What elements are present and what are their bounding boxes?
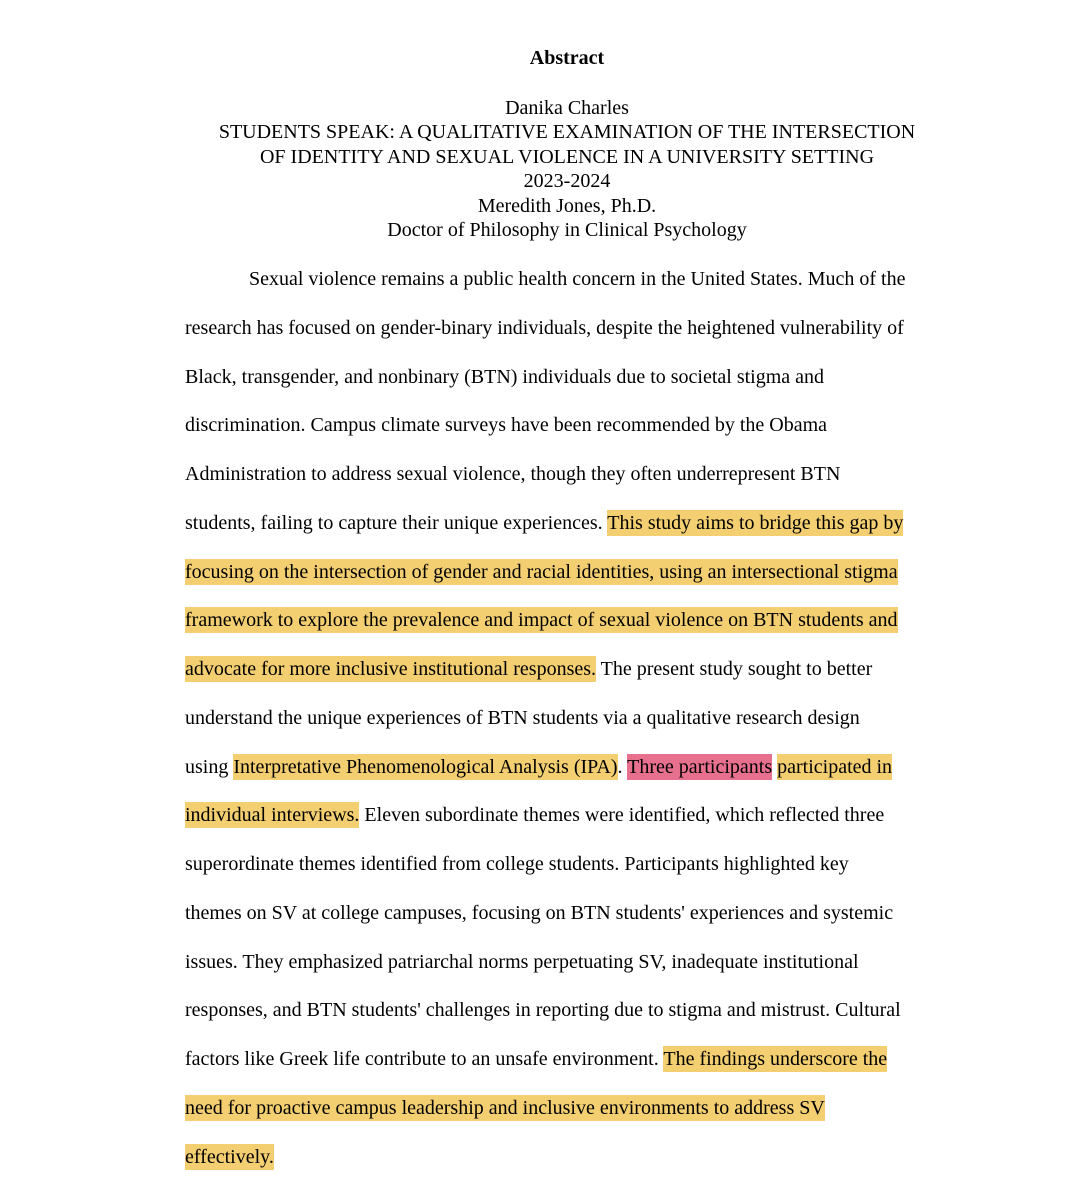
abstract-line <box>185 654 905 703</box>
text-segment: . <box>617 755 628 778</box>
highlighted-text-yellow: focusing on the intersection of gender and racial identities, using an intersectional stigma <box>185 560 898 583</box>
abstract-line <box>185 752 905 801</box>
degree: Doctor of Philosophy in Clinical Psychology <box>387 219 747 242</box>
text-segment: Administration to address sexual violence, though they often underrepresent BTN <box>185 463 841 485</box>
abstract-line <box>185 605 905 654</box>
highlighted-text-yellow: Interpretative Phenomenological Analysis (IPA) <box>233 755 618 778</box>
abstract-line <box>185 1044 905 1093</box>
abstract-line <box>185 1142 905 1191</box>
text-segment: Black, transgender, and nonbinary (BTN) individuals due to societal stigma and <box>185 365 825 388</box>
text-segment: Eleven subordinate themes were identified, which reflected three <box>359 804 885 827</box>
highlighted-text-pink: Three participants <box>627 755 773 778</box>
text-segment: responses, and BTN students' challenges in reporting due to stigma and mistrust. Cultural <box>185 999 901 1022</box>
highlighted-text-yellow: The findings underscore the <box>663 1048 888 1070</box>
abstract-line <box>185 508 905 557</box>
text-segment: superordinate themes identified from college students. Participants highlighted key <box>185 853 849 875</box>
text-segment: research has focused on gender-binary individuals, despite the heightened vulnerability of <box>185 316 904 339</box>
front-matter <box>0 96 1072 242</box>
text-segment: Sexual violence remains a public health concern in the United States. Much of the <box>249 268 906 290</box>
text-segment: students, failing to capture their unique experiences. <box>185 511 608 534</box>
highlighted-text-yellow: framework to explore the prevalence and impact of sexual violence on BTN students and <box>185 609 898 632</box>
text-segment: using <box>185 755 234 778</box>
highlighted-text-yellow: need for proactive campus leadership and inclusive environments to address SV <box>185 1096 825 1119</box>
abstract-line <box>185 898 905 947</box>
highlighted-text-yellow: advocate for more inclusive institutional responses. <box>185 658 597 680</box>
dissertation-title-line-2: OF IDENTITY AND SEXUAL VIOLENCE IN A UNIVERSITY SETTING <box>259 145 875 168</box>
abstract-line <box>185 362 905 411</box>
text-segment: The present study sought to better <box>596 658 873 680</box>
text-segment: understand the unique experiences of BTN students via a qualitative research design <box>185 706 860 729</box>
abstract-line <box>185 947 905 996</box>
abstract-line <box>185 849 905 898</box>
abstract-line <box>185 313 905 362</box>
text-segment: discrimination. Campus climate surveys have been recommended by the Obama <box>185 414 828 437</box>
highlighted-text-yellow: effectively. <box>185 1145 274 1168</box>
text-segment: themes on SV at college campuses, focusing on BTN students' experiences and systemic <box>185 901 894 924</box>
abstract-line <box>185 1093 905 1142</box>
abstract-line <box>185 557 905 606</box>
abstract-line <box>185 410 905 459</box>
highlighted-text-yellow: individual interviews. <box>185 804 360 827</box>
advisor: Meredith Jones, Ph.D. <box>477 194 657 217</box>
abstract-line <box>185 264 905 313</box>
highlighted-text-yellow: participated in <box>777 755 893 778</box>
abstract-line <box>185 995 905 1044</box>
abstract-heading: Abstract <box>529 47 605 69</box>
abstract-body <box>185 264 905 1190</box>
abstract-line <box>185 800 905 849</box>
author-name: Danika Charles <box>505 97 629 119</box>
highlighted-text-yellow: This study aims to bridge this gap by <box>607 511 904 534</box>
text-segment: factors like Greek life contribute to an unsafe environment. <box>185 1048 664 1070</box>
years: 2023-2024 <box>523 170 611 193</box>
text-segment: issues. They emphasized patriarchal norms perpetuating SV, inadequate institutional <box>185 950 859 973</box>
abstract-line <box>185 703 905 752</box>
abstract-line <box>185 459 905 508</box>
dissertation-title-line-1: STUDENTS SPEAK: A QUALITATIVE EXAMINATION OF THE INTERSECTION <box>218 121 916 144</box>
